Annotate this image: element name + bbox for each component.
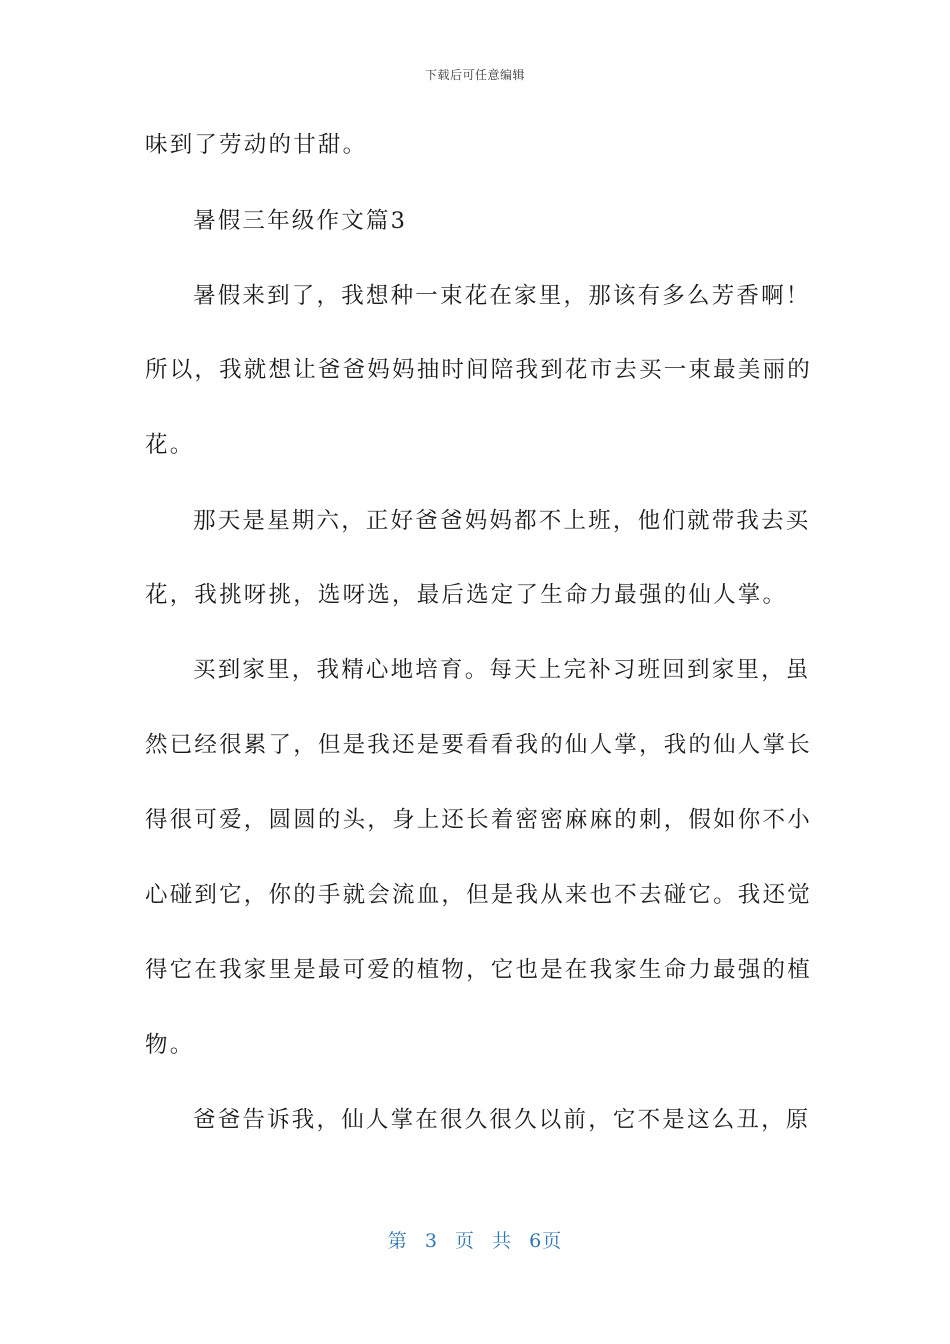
section-heading: 暑假三年级作文篇3 (193, 208, 408, 234)
body-line-1: 味到了劳动的甘甜。 (145, 132, 368, 158)
body-line-14: 爸爸告诉我，仙人掌在很久很久以前，它不是这么丑，原 (193, 1107, 811, 1133)
footer-word-gong: 共 (492, 1230, 513, 1252)
page-footer (0, 1226, 950, 1253)
body-line-5: 花。 (145, 432, 195, 458)
body-line-8: 买到家里，我精心地培育。每天上完补习班回到家里，虽 (193, 657, 811, 683)
footer-word-di: 第 (387, 1230, 408, 1252)
body-line-11: 心碰到它，你的手就会流血，但是我从来也不去碰它。我还觉 (145, 882, 812, 908)
body-line-7: 花，我挑呀挑，选呀选，最后选定了生命力最强的仙人掌。 (145, 582, 788, 608)
body-line-13: 物。 (145, 1032, 195, 1058)
body-line-3: 暑假来到了，我想种一束花在家里，那该有多么芳香啊！ (193, 283, 811, 309)
footer-total-pages: 6页 (529, 1230, 563, 1252)
footer-current-page: 3 (424, 1230, 438, 1252)
body-line-6: 那天是星期六，正好爸爸妈妈都不上班，他们就带我去买 (193, 508, 811, 534)
body-line-4: 所以，我就想让爸爸妈妈抽时间陪我到花市去买一束最美丽的 (145, 357, 812, 383)
body-line-9: 然已经很累了，但是我还是要看看我的仙人掌，我的仙人掌长 (145, 732, 812, 758)
body-line-10: 得很可爱，圆圆的头，身上还长着密密麻麻的刺，假如你不小 (145, 807, 812, 833)
header-note: 下载后可任意编辑 (424, 68, 525, 82)
footer-word-ye: 页 (454, 1230, 475, 1252)
body-line-12: 得它在我家里是最可爱的植物，它也是在我家生命力最强的植 (145, 957, 812, 983)
